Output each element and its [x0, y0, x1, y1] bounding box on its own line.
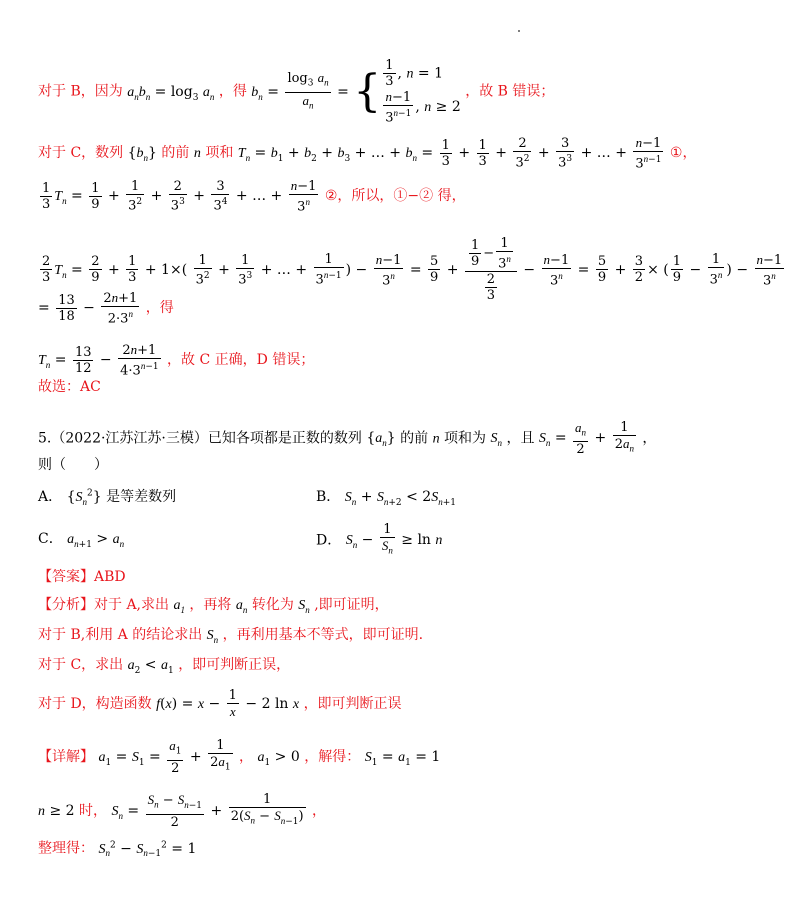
option-a-text: 是等差数列: [106, 489, 177, 505]
option-d-label: D．: [316, 532, 342, 549]
detail-n-ge-2: n ≥ 2: [38, 802, 75, 819]
analysis-a1: $a_1$: [173, 598, 185, 615]
c-n: n: [193, 146, 201, 162]
option-c-label: C．: [38, 531, 63, 547]
answer: 【答案】ABD: [38, 569, 126, 585]
analysis-l1a: 【分析】对于 A,求出: [38, 597, 170, 613]
option-b-label: B．: [316, 489, 341, 505]
analysis-l2b: ，再利用基本不等式，即可证明.: [222, 627, 424, 643]
q5-then: 则（ ）: [38, 457, 108, 473]
analysis-l2a: 对于 B,利用 A 的结论求出: [38, 627, 203, 643]
b-mid: ，得: [218, 83, 247, 100]
result-formula-1: = $\frac{13}{18}$ − $\frac{2n+1}{2\cdot 3^n}$: [38, 290, 138, 327]
b-lead: 对于 B，因为: [38, 83, 123, 100]
b-formula-2: $b_n$ = $\frac{\log_3 a_n}{a_n}$ = { $\frac{1}{3}$ , n = 1 $\frac{n-1}{3^{n-1}}$ , n ≥ 2: [251, 58, 461, 126]
c-circle2: ②，所以，①−② 得，: [324, 188, 466, 205]
detail-l1a: 【详解】: [38, 748, 94, 765]
result-line-1: [38, 290, 174, 326]
detail-line-2: [38, 792, 326, 830]
analysis-line-2: [38, 626, 423, 649]
third-tn-line: [38, 178, 466, 214]
q5-mid: 的前: [400, 430, 429, 447]
eq-mark: ，得: [145, 300, 174, 317]
c-circle1: ①，: [669, 145, 697, 162]
analysis-l1c: 转化为: [251, 597, 294, 613]
detail-line-1: [38, 738, 440, 776]
q5-formula: $S_n$ = $\frac{a_n}{2}$ + $\frac{1}{2a_n}$: [538, 420, 634, 457]
option-b-formula: $S_n + S_{n+2} < 2S_{n+1}$: [344, 489, 456, 508]
detail-a1-pos: $a_1 > 0$: [257, 748, 300, 768]
analysis-line-1: [38, 596, 389, 619]
detail-l3a: 整理得：: [38, 840, 94, 857]
option-b-analysis: [38, 58, 554, 125]
analysis-line-3: [38, 656, 290, 680]
detail-l2a: 时，: [79, 802, 107, 819]
q5-mid2: 项和为: [444, 430, 487, 447]
result-formula-2: $T_n$ = $\frac{13}{12}$ − $\frac{2n+1}{4\cdot 3^{n-1}}$: [38, 342, 159, 379]
stray-dot: [518, 30, 520, 32]
c-mid2: 项和: [205, 145, 234, 162]
detail-s1: $S_1 = a_1 = 1$: [364, 748, 441, 768]
option-a-formula: $\{S_n^2\}$: [66, 488, 102, 507]
detail-l2b: ，: [312, 802, 327, 819]
analysis-sn-2: $S_n$: [206, 628, 219, 645]
analysis-sn: $S_n$: [298, 598, 310, 615]
analysis-l3a: 对于 C，求出: [38, 657, 124, 673]
answer-prev: 故选：AC: [38, 379, 101, 395]
q5-seq: $\{a_n\}$: [366, 430, 396, 449]
result-line-2: [38, 342, 314, 378]
c-seq: $\{b_n\}$: [127, 145, 157, 163]
two-thirds-tn-formula: $\frac{2}{3}$ $T_n$ = $\frac{2}{9}$ + $\frac{1}{3}$ + 1×( $\frac{1}{3^2}$ + $\frac{1}{3^3}$ + … + $\frac{1}{3^{n-1}}$ ) − $\frac{n-1}{3^n}$ = $\frac{5}{9}$ + $\frac{1}{9}$ − $\frac{1}{3^n}$ $\frac{2}{3}$ − $\frac{n-1}{3^n}$ = $\frac{5}{9}$ + $\frac{3}{2}$ × ( $\frac{1}{9}$ − $\frac{1}{3^n}$ ) − $\frac{n-1}{3^n}$: [42, 236, 783, 304]
analysis-function: f(x) = x − $\frac{1}{x}$ − 2 ln x: [156, 688, 300, 719]
c-result: ，故 C 正确，D 错误；: [167, 352, 315, 369]
analysis-line-4: [38, 688, 402, 720]
b-formula-1: $a_nb_n = \log_3 a_n$: [127, 83, 215, 103]
question-5: [38, 420, 656, 457]
analysis-an: $a_n$: [235, 598, 248, 615]
option-d-formula: $S_n$ − $\frac{1}{S_n}$ ≥ ln n: [345, 522, 443, 556]
detail-l1c: ，解得：: [304, 748, 361, 765]
option-c-formula: $a_{n+1} > a_n$: [67, 531, 125, 550]
c-mid: 的前: [161, 145, 190, 162]
c-lead: 对于 C，数列: [38, 145, 124, 162]
detail-line-3: [38, 836, 196, 863]
analysis-l3b: ，即可判断正误，: [178, 657, 291, 673]
b-tail: ，故 B 错误；: [465, 83, 555, 100]
option-d[interactable]: [316, 522, 442, 559]
analysis-l4b: ，即可判断正误: [303, 696, 402, 712]
option-c-analysis: [38, 135, 696, 171]
q5-sn: $S_n$: [490, 431, 502, 449]
analysis-l1b: ，再将: [189, 597, 232, 613]
q5-lead: 5.（2022·江苏江苏·三模）已知各项都是正数的数列: [38, 430, 362, 447]
detail-formula-1: $a_1 = S_1$ = $\frac{a_1}{2}$ + $\frac{1}{2a_1}$: [98, 738, 231, 776]
q5-end: ，: [642, 430, 657, 447]
q5-n: n: [432, 431, 440, 447]
option-a-label: A．: [38, 489, 63, 505]
detail-formula-3: $S_n^2 - S_{n-1}^2 = 1$: [98, 840, 197, 860]
analysis-l1d: ,即可证明，: [314, 597, 389, 613]
option-c[interactable]: [38, 528, 124, 550]
analysis-a2-a1: $a_2 < a_1$: [127, 657, 174, 676]
third-tn-formula: $\frac{1}{3}$ $T_n$ = $\frac{1}{9}$ + $\frac{1}{3^2}$ + $\frac{2}{3^3}$ + $\frac{3}{3^4}$ + … + $\frac{n-1}{3^n}$: [42, 178, 317, 215]
q5-mid3: ，且: [506, 430, 535, 447]
detail-l1b: ，: [239, 748, 254, 765]
detail-formula-2: $S_n$ = $\frac{S_n - S_{n-1}}{2}$ + $\frac{1}{2(S_n - S_{n-1})}$: [111, 792, 304, 830]
c-sum-formula: $T_n = b_1 + b_2 + b_3$ + … + $b_n$ = $\frac{1}{3}$ + $\frac{1}{3}$ + $\frac{2}{3^2}$ + $\frac{3}{3^3}$ + … + $\frac{n-1}{3^{n-1}}$: [237, 135, 662, 172]
option-b[interactable]: [316, 486, 456, 508]
analysis-l4a: 对于 D，构造函数: [38, 696, 152, 712]
option-a[interactable]: [38, 486, 176, 508]
